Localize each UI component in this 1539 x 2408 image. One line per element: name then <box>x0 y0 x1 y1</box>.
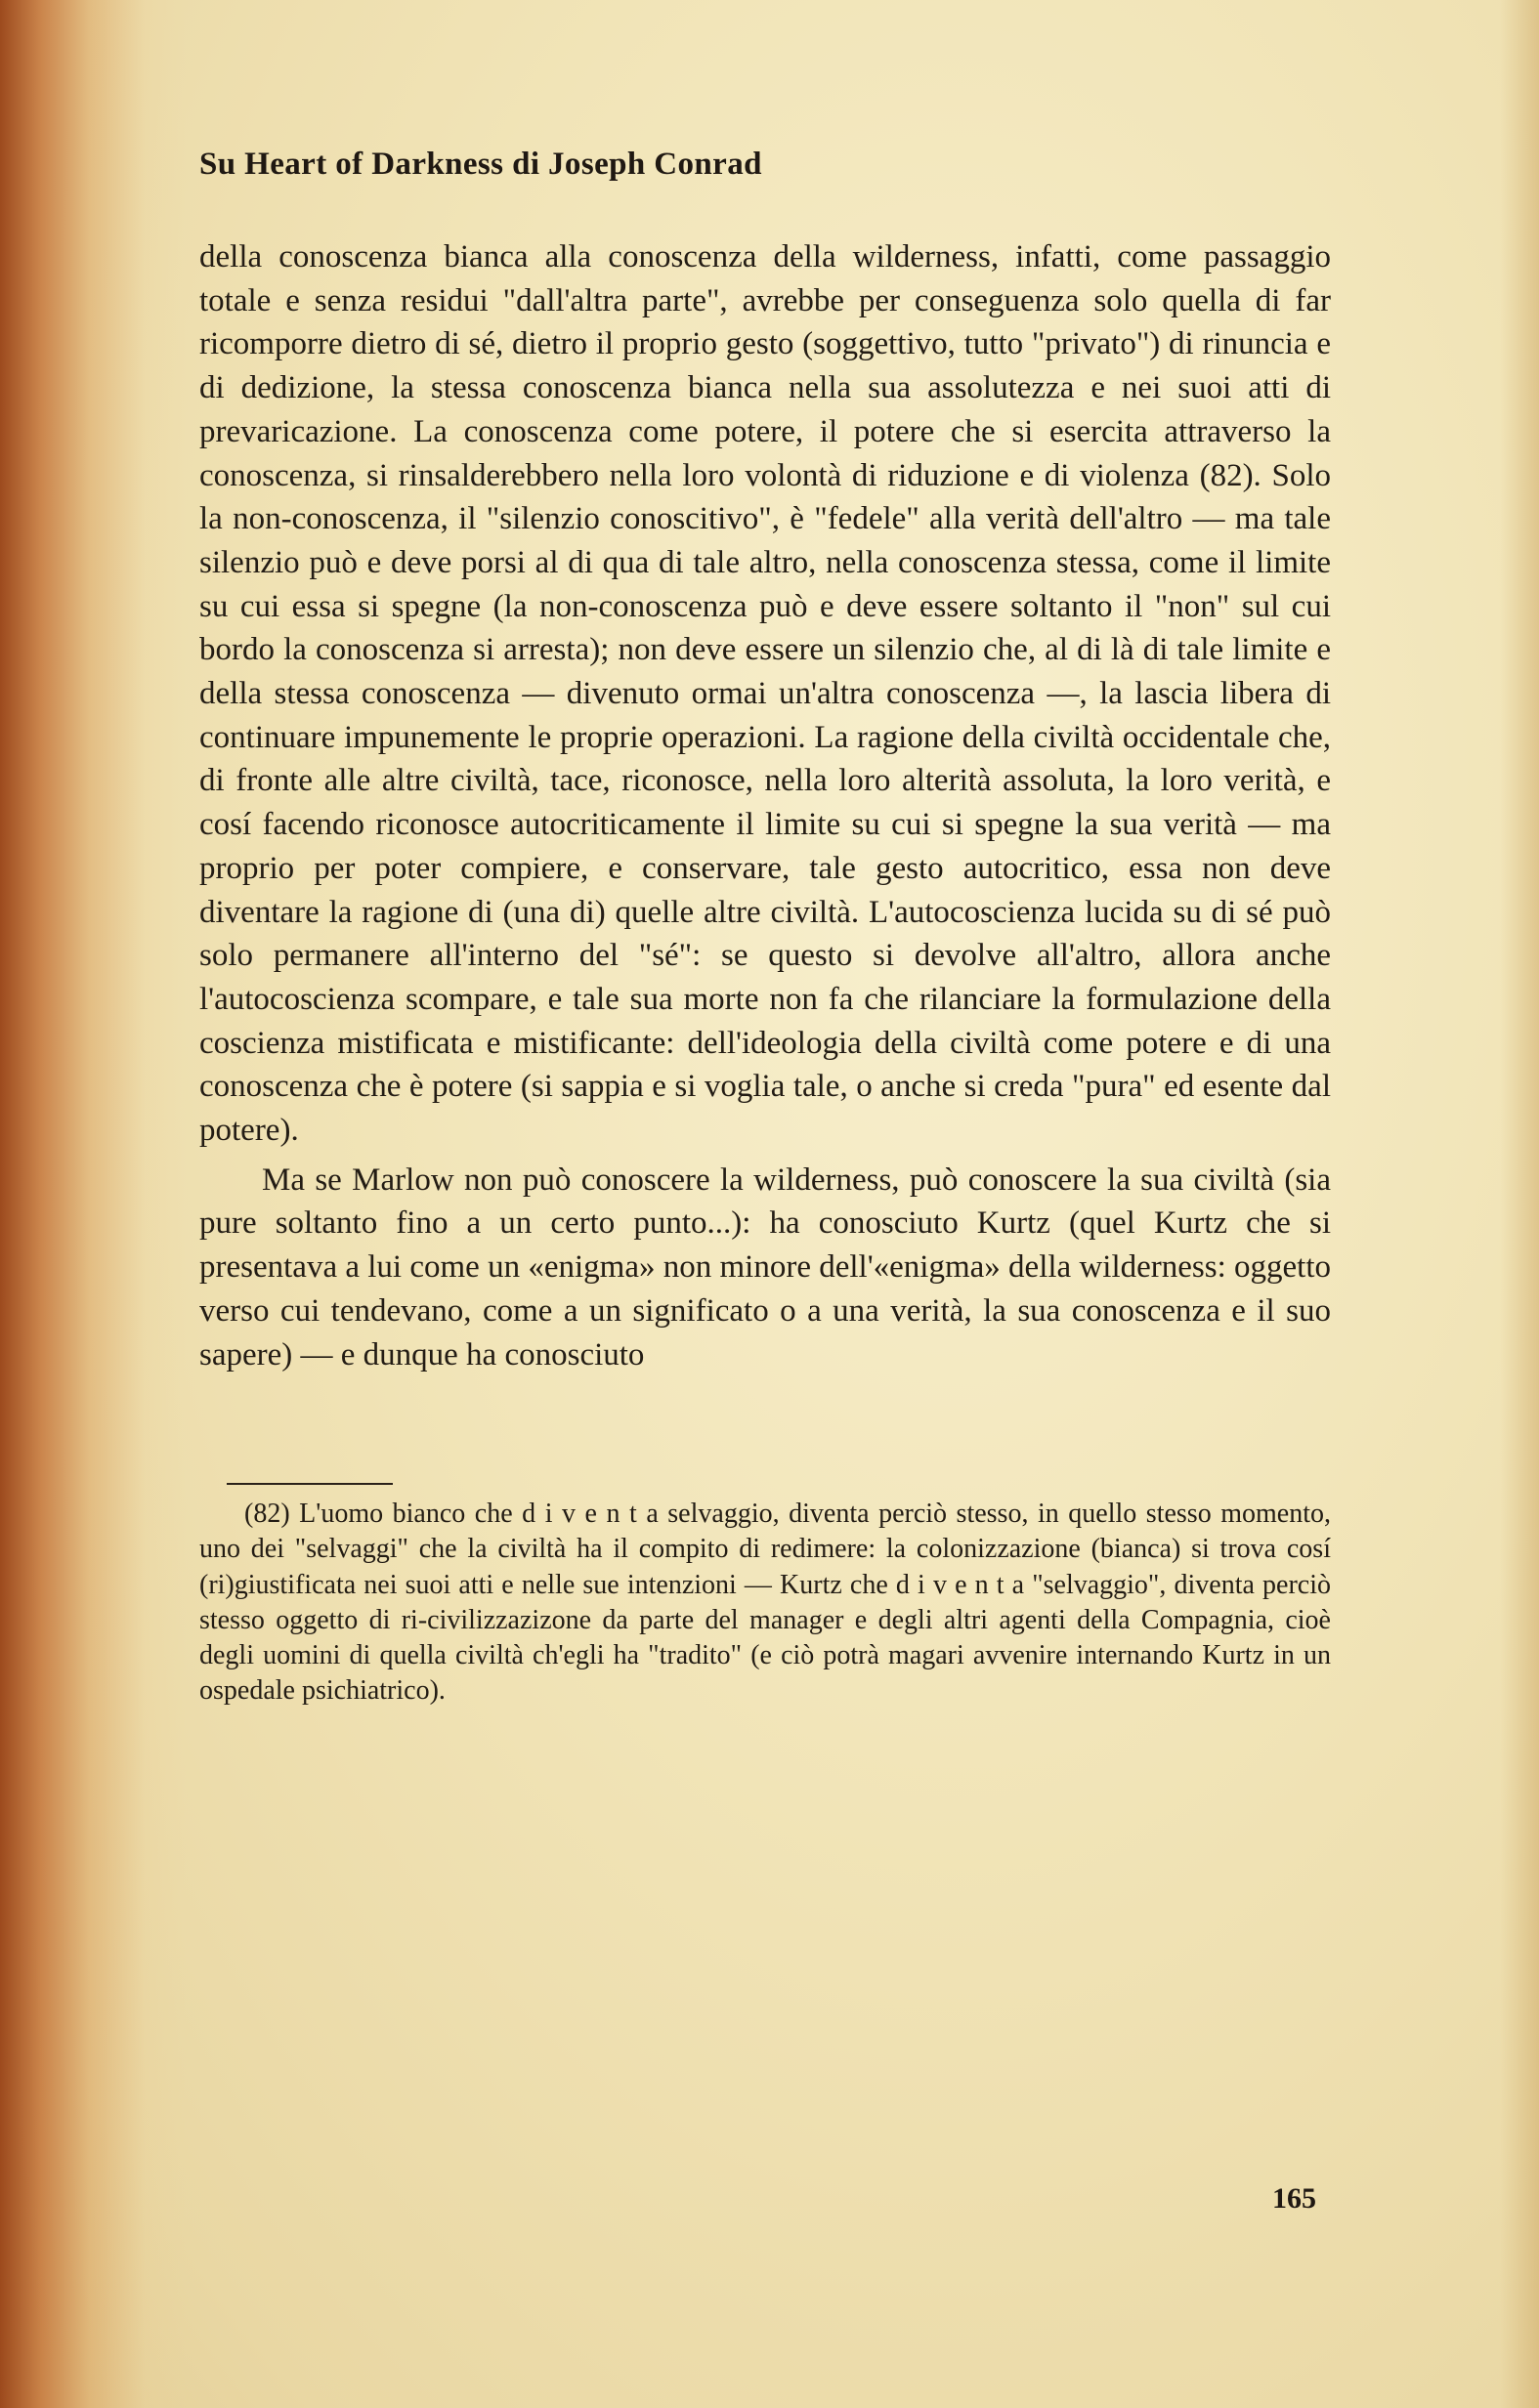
page-right-edge <box>1500 0 1539 2408</box>
footnote <box>199 1497 1331 1709</box>
paragraph-2: Ma se Marlow non può conoscere la wilderness, può conoscere la sua civiltà (sia pure soltanto fino a un certo punto...): ha conosciuto Kurtz (quel Kurtz che si presentava a lui come un «enigma» non minore dell'«enigma» della wilderness: oggetto verso cui tendevano, come a un significato o a una verità, la sua conoscenza e il suo sapere) — e dunque ha conosciuto <box>199 1162 1331 1373</box>
page-spine-shadow <box>0 0 186 2408</box>
paragraph-1: della conoscenza bianca alla conoscenza della wilderness, infatti, come passaggio totale e senza residui "dall'altra parte", avrebbe per conseguenza solo quella di far ricomporre dietro di sé, dietro il proprio gesto (soggettivo, tutto "privato") di rinuncia e di dedizione, la stessa conoscenza bianca nella sua assolutezza e nei suoi atti di prevaricazione. La conoscenza come potere, il potere che si esercita attraverso la conoscenza, si rinsalderebbero nella loro volontà di riduzione e di violenza (82). Solo la non-conoscenza, il "silenzio conoscitivo", è "fedele" alla verità dell'altro — ma tale silenzio può e deve porsi al di qua di tale altro, nella conoscenza stessa, come il limite su cui essa si spegne (la non-conoscenza può e deve essere soltanto il "non" sul cui bordo la conoscenza si arresta); non deve essere un silenzio che, al di là di tale limite e della stessa conoscenza — divenuto ormai un'altra conoscenza —, la lascia libera di continuare impunemente le proprie operazioni. La ragione della civiltà occidentale che, di fronte alle altre civiltà, tace, riconosce, nella loro alterità assoluta, la loro verità, e cosí facendo riconosce autocriticamente il limite su cui si spegne la sua verità — ma proprio per poter compiere, e conservare, tale gesto autocritico, essa non deve diventare la ragione di (una di) quelle altre civiltà. L'autocoscienza lucida su di sé può solo permanere all'interno del "sé": se questo si devolve all'altro, allora anche l'autocoscienza scompare, e tale sua morte non fa che rilanciare la formulazione della coscienza mistificata e mistificante: dell'ideologia della civiltà come potere e di una conoscenza che è potere (si sappia e si voglia tale, o anche si creda "pura" ed esente dal potere). <box>199 239 1331 1149</box>
body-text <box>199 235 1331 1376</box>
book-page <box>199 147 1331 1710</box>
footnote-rule <box>227 1483 393 1485</box>
page-number: 165 <box>1272 2182 1316 2215</box>
running-head: Su Heart of Darkness di Joseph Conrad <box>199 147 762 182</box>
footnote-82: (82) L'uomo bianco che d i v e n t a selvaggio, diventa perciò stesso, in quello stesso momento, uno dei "selvaggi" che la civiltà ha il compito di redimere: la colonizzazione (bianca) si trova cosí (ri)giustificata nei suoi atti e nelle sue intenzioni — Kurtz che d i v e n t a "selvaggio", diventa perciò stesso oggetto di ri-civilizzazizone da parte del manager e degli altri agenti della Compagnia, cioè degli uomini di quella civiltà ch'egli ha "tradito" (e ciò potrà magari avvenire internando Kurtz in un ospedale psichiatrico). <box>199 1499 1331 1707</box>
